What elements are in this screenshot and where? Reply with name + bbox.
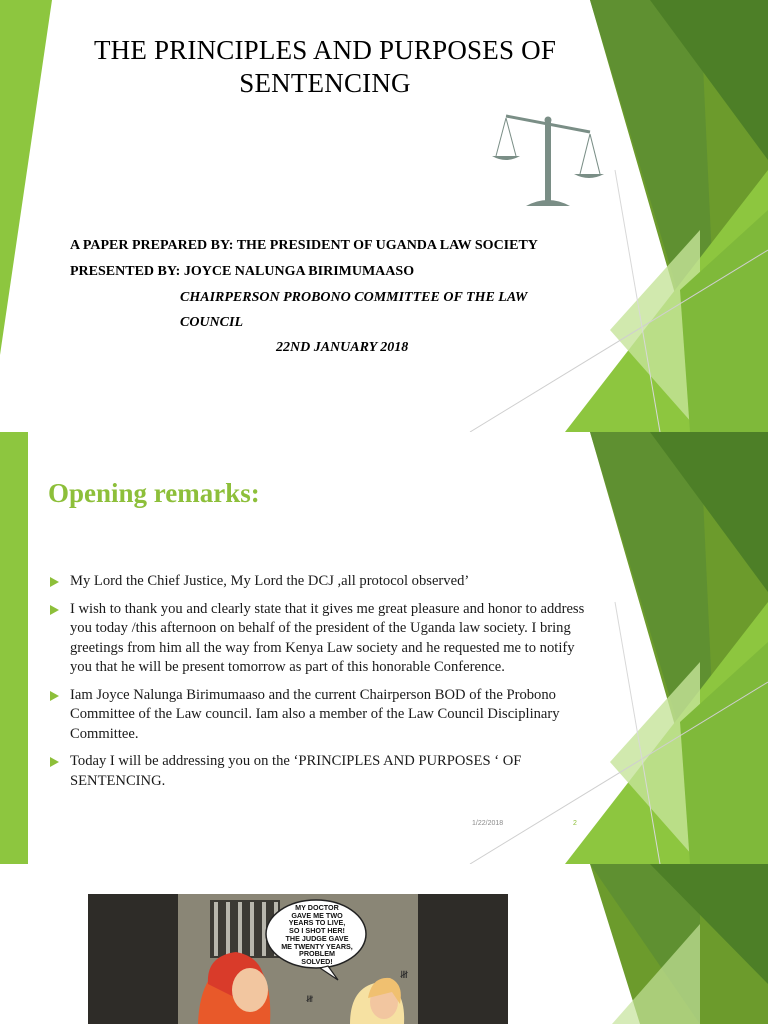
bullet-text: My Lord the Chief Justice, My Lord the DCJ ,all protocol observed’ [70,573,470,589]
scales-of-justice-icon [492,108,606,212]
role-line-2: COUNCIL [180,315,244,330]
opening-remarks-slide [0,432,768,864]
title-line-2: SENTENCING [239,68,411,98]
title-line-1: THE PRINCIPLES AND PURPOSES OF [93,35,557,65]
slide-heading: Opening remarks: [48,478,260,508]
cartoon-image [88,894,508,1024]
speech-line: SO I SHOT HER! [289,926,345,936]
list-item [48,572,588,592]
page-number: 2 [573,820,577,827]
speech-line: SOLVED! [301,956,333,966]
presented-by: PRESENTED BY: JOYCE NALUNGA BIRIMUMAASO [70,264,415,279]
list-item [48,752,588,791]
speech-line: GAVE ME TWO [291,910,343,920]
tally-marks: 𝍸 [306,994,314,1004]
title-slide [0,0,768,432]
cartoon-slide [0,864,768,1024]
bullet-text: I wish to thank you and clearly state that it gives me great pleasure and honor to address you today /this afternoon on behalf of the president of the Uganda law society. I bring greetings from him all the way from Kenya Law society and he requested me to notify you that he will be present tomorrow as part of this honorable Conference. [70,600,585,675]
tally-marks: 𝍸 [400,970,409,981]
speech-line: THE JUDGE GAVE [285,933,349,943]
speech-line: ME TWENTY YEARS, [281,941,353,951]
bullet-text: Today I will be addressing you on the ‘PRINCIPLES AND PURPOSES ‘ OF SENTENCING. [70,753,522,789]
speech-line: MY DOCTOR [295,903,339,912]
bullet-arrow-icon [50,757,59,767]
list-item [48,600,588,678]
bullet-text: Iam Joyce Nalunga Birimumaaso and the current Chairperson BOD of the Probono Committee of the Law council. Iam also a member of the Law Council Disciplinary Committee. [70,686,560,742]
speech-line: PROBLEM [299,949,335,959]
role-line-1: CHAIRPERSON PROBONO COMMITTEE OF THE LAW [180,290,528,305]
bullet-list [48,572,588,799]
bullet-arrow-icon [50,605,59,615]
footer-date: 1/22/2018 [472,820,504,827]
prepared-by: A PAPER PREPARED BY: THE PRESIDENT OF UGANDA LAW SOCIETY [70,238,538,253]
bullet-arrow-icon [50,691,59,701]
bullet-arrow-icon [50,577,59,587]
list-item [48,686,588,745]
speech-line: YEARS TO LIVE, [288,918,346,928]
presentation-title [40,34,610,100]
presentation-date: 22ND JANUARY 2018 [276,340,409,355]
speech-bubble-text [274,904,360,966]
